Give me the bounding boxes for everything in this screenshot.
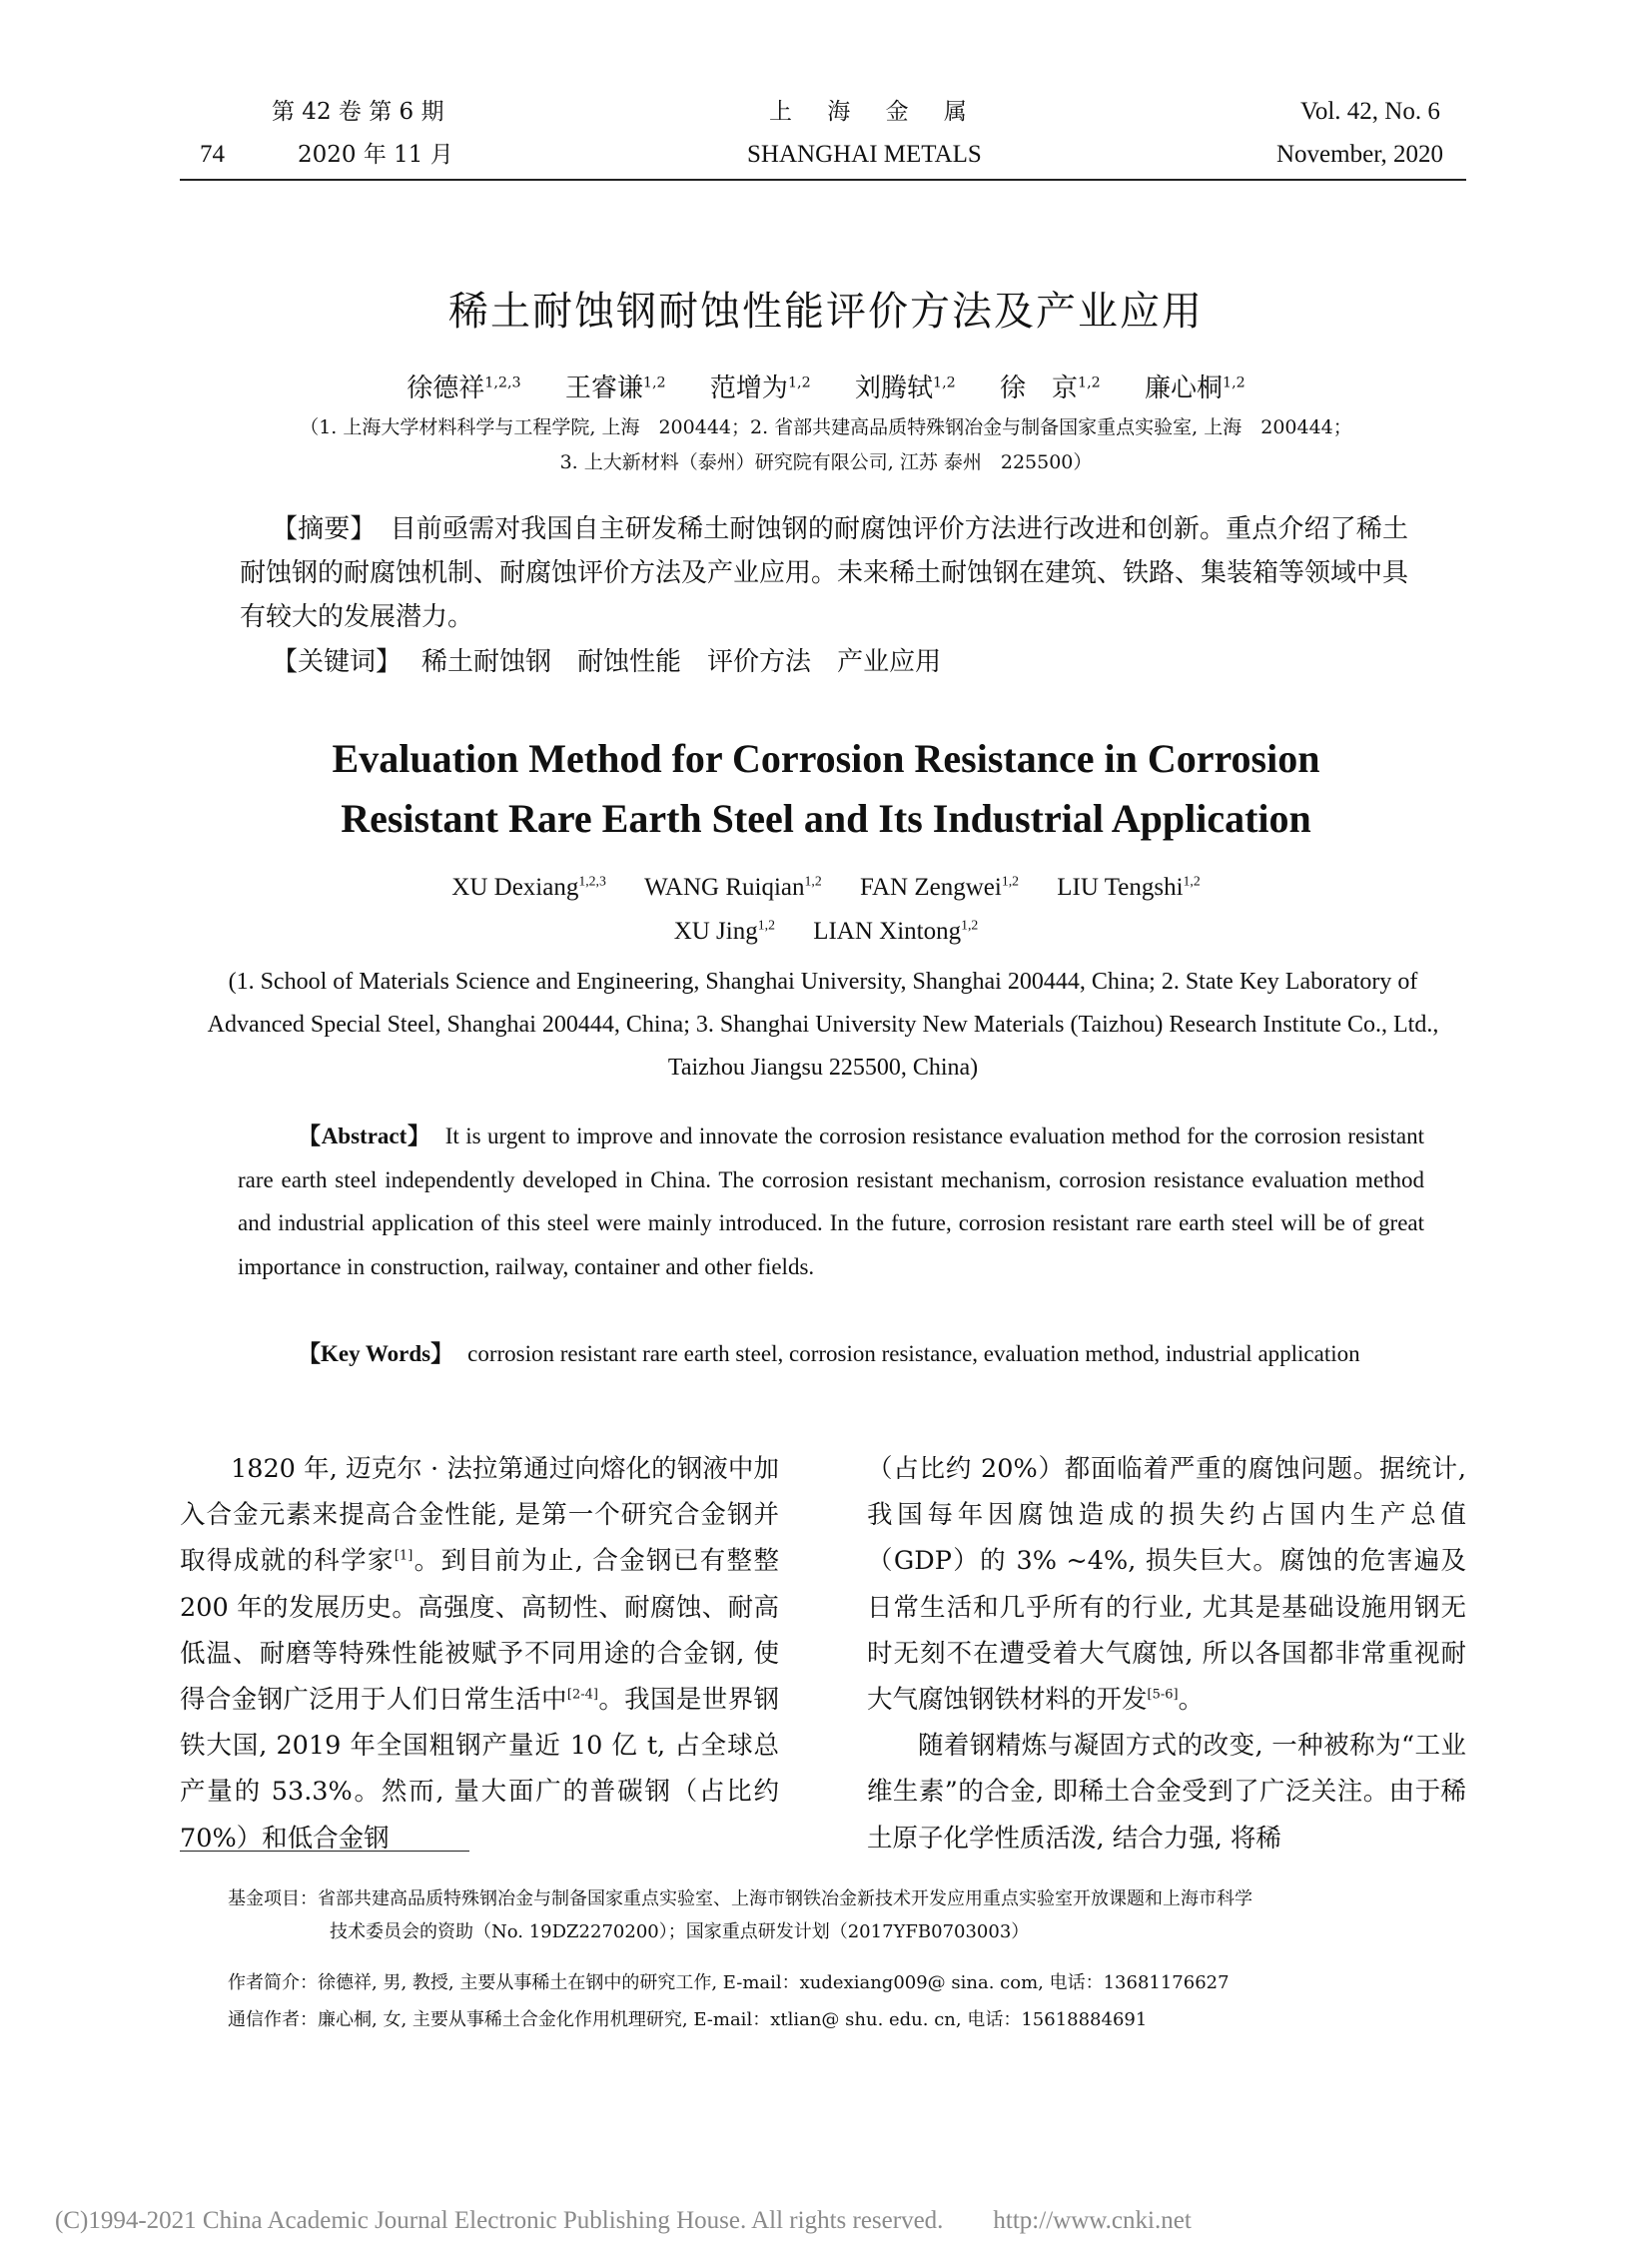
title-en	[0, 729, 1652, 849]
keywords-cn	[272, 644, 967, 680]
header-journal-cn: 上 海 金 属	[769, 99, 981, 125]
author-cn: 徐 京$^{1,2}$	[999, 374, 1101, 403]
body-right-column	[867, 1446, 1466, 1862]
footnote-rule	[180, 1851, 469, 1852]
abstract-en-text: It is urgent to improve and innovate the corrosion resistance evaluation method for the corrosion resistant rare earth steel independently developed in China. The corrosion resistant mechanism, corrosion resistance evaluation method and industrial application of this steel were mainly introduced. In the future, corrosion resistant rare earth steel will be of great importance in construction, railway, container and other fields.	[238, 1123, 1424, 1279]
authors-en-line2	[0, 917, 1652, 947]
header-date-en: November, 2020	[1276, 141, 1444, 168]
keywords-en-text: corrosion resistant rare earth steel, corrosion resistance, evaluation method, industrial application	[467, 1341, 1360, 1366]
author-cn: 刘腾轼$^{1,2}$	[854, 374, 956, 403]
affiliations-en: (1. School of Materials Science and Engineering, Shanghai University, Shanghai 200444, China; 2. State Key Laboratory of Advanced Special Steel, Shanghai 200444, China; 3. Shanghai University New Materials (Taizhou) Research Institute Co., Ltd., Taizhou Jiangsu 225500, China)	[207, 969, 1439, 1081]
abstract-cn	[240, 507, 1408, 639]
author-en: LIAN Xintong$^{1,2}$	[813, 917, 979, 945]
body-paragraph: 随着钢精炼与凝固方式的改变, 一种被称为“工业维生素”的合金, 即稀土合金受到了广泛关注。由于稀土原子化学性质活泼, 结合力强, 将稀	[867, 1731, 1466, 1854]
author-cn: 范增为$^{1,2}$	[709, 374, 811, 403]
body-paragraph: （占比约 20%）都面临着严重的腐蚀问题。据统计, 我国每年因腐蚀造成的损失约占国内生产总值（GDP）的 3% ~4%, 损失巨大。腐蚀的危害遍及日常生活和几乎所有的行业, 尤其是基础设施用钢无时无刻不在遭受着大气腐蚀, 所以各国都非常重视耐大气腐蚀钢铁材料的开发[5-6]。	[867, 1454, 1466, 1716]
footnote-fund: 基金项目：省部共建高品质特殊钢冶金与制备国家重点实验室、上海市钢铁冶金新技术开发应用重点实验室开放课题和上海市科学 技术委员会的资助（No. 19DZ2270200）；国家重点研发计划（2017YFB0703003）	[228, 1888, 1252, 1942]
header-page-number: 74	[200, 141, 225, 168]
footnote-author: 作者简介：徐德祥, 男, 教授, 主要从事稀土在钢中的研究工作, E-mail：xudexiang009@ sina. com, 电话：13681176627	[228, 1972, 1230, 1993]
author-en: XU Jing$^{1,2}$	[673, 917, 775, 945]
keywords-cn-label: 【关键词】	[272, 647, 403, 677]
title-en-line1: Evaluation Method for Corrosion Resistance in Corrosion	[332, 736, 1320, 781]
body-paragraph: 1820 年, 迈克尔 · 法拉第通过向熔化的钢液中加入合金元素来提高合金性能, 是第一个研究合金钢并取得成就的科学家[1]。到目前为止, 合金钢已有整整 200 年的发展历史。高强度、高韧性、耐腐蚀、耐高低温、耐磨等特殊性能被赋予不同用途的合金钢, 使得合金钢广泛用于人们日常生活中[2-4]。我国是世界钢铁大国, 2019 年全国粗钢产量近 10 亿 t, 占全球总产量的 53.3%。然而, 量大面广的普碳钢（占比约 70%）和低合金钢	[180, 1454, 779, 1854]
abstract-en-label: 【Abstract】	[298, 1123, 431, 1148]
keywords-en	[238, 1332, 1424, 1376]
keyword-cn: 稀土耐蚀钢	[421, 647, 552, 677]
author-en: XU Dexiang$^{1,2,3}$	[451, 873, 606, 901]
citation: [2-4]	[566, 1687, 598, 1703]
keyword-cn: 评价方法	[707, 647, 812, 677]
citation: [1]	[394, 1548, 413, 1564]
keyword-cn: 耐蚀性能	[577, 647, 682, 677]
abstract-en	[238, 1115, 1424, 1288]
copyright-notice: (C)1994-2021 China Academic Journal Electronic Publishing House. All rights reserved. http://www.cnki.net	[55, 2207, 1192, 2234]
body-left-column	[180, 1446, 779, 1862]
header-journal-en: SHANGHAI METALS	[747, 141, 982, 168]
header-volume-issue-cn: 第 42 卷 第 6 期	[272, 99, 444, 125]
author-en: WANG Ruiqian$^{1,2}$	[644, 873, 822, 901]
header-volume-issue-en: Vol. 42, No. 6	[1300, 98, 1440, 125]
footnote-corresponding: 通信作者：廉心桐, 女, 主要从事稀土合金化作用机理研究, E-mail：xtlian@ shu. edu. cn, 电话：15618884691	[228, 2009, 1148, 2030]
title-cn: 稀土耐蚀钢耐蚀性能评价方法及产业应用	[448, 289, 1204, 335]
authors-cn	[0, 372, 1652, 405]
author-cn: 廉心桐$^{1,2}$	[1145, 374, 1245, 403]
header-rule	[180, 179, 1466, 181]
affiliation-cn-line2: 3. 上大新材料（泰州）研究院有限公司, 江苏 泰州 225500）	[559, 451, 1093, 473]
affiliation-cn-line1: （1. 上海大学材料科学与工程学院, 上海 200444；2. 省部共建高品质特殊钢冶金与制备国家重点实验室, 上海 200444；	[300, 416, 1352, 438]
keyword-cn: 产业应用	[837, 647, 942, 677]
title-en-line2: Resistant Rare Earth Steel and Its Industrial Application	[341, 796, 1311, 841]
author-en: LIU Tengshi$^{1,2}$	[1057, 873, 1201, 901]
author-cn: 徐德祥$^{1,2,3}$	[407, 374, 521, 403]
abstract-cn-text: 目前亟需对我国自主研发稀土耐蚀钢的耐腐蚀评价方法进行改进和创新。重点介绍了稀土耐蚀钢的耐腐蚀机制、耐腐蚀评价方法及产业应用。未来稀土耐蚀钢在建筑、铁路、集装箱等领域中具有较大的发展潜力。	[240, 514, 1409, 632]
author-en: FAN Zengwei$^{1,2}$	[859, 873, 1020, 901]
authors-en-line1	[0, 873, 1652, 903]
keywords-en-label: 【Key Words】	[298, 1341, 454, 1366]
citation: [5-6]	[1147, 1687, 1179, 1703]
abstract-cn-label: 【摘要】	[272, 514, 377, 544]
header-date-cn: 2020 年 11 月	[298, 142, 453, 168]
author-cn: 王睿谦$^{1,2}$	[564, 374, 666, 403]
